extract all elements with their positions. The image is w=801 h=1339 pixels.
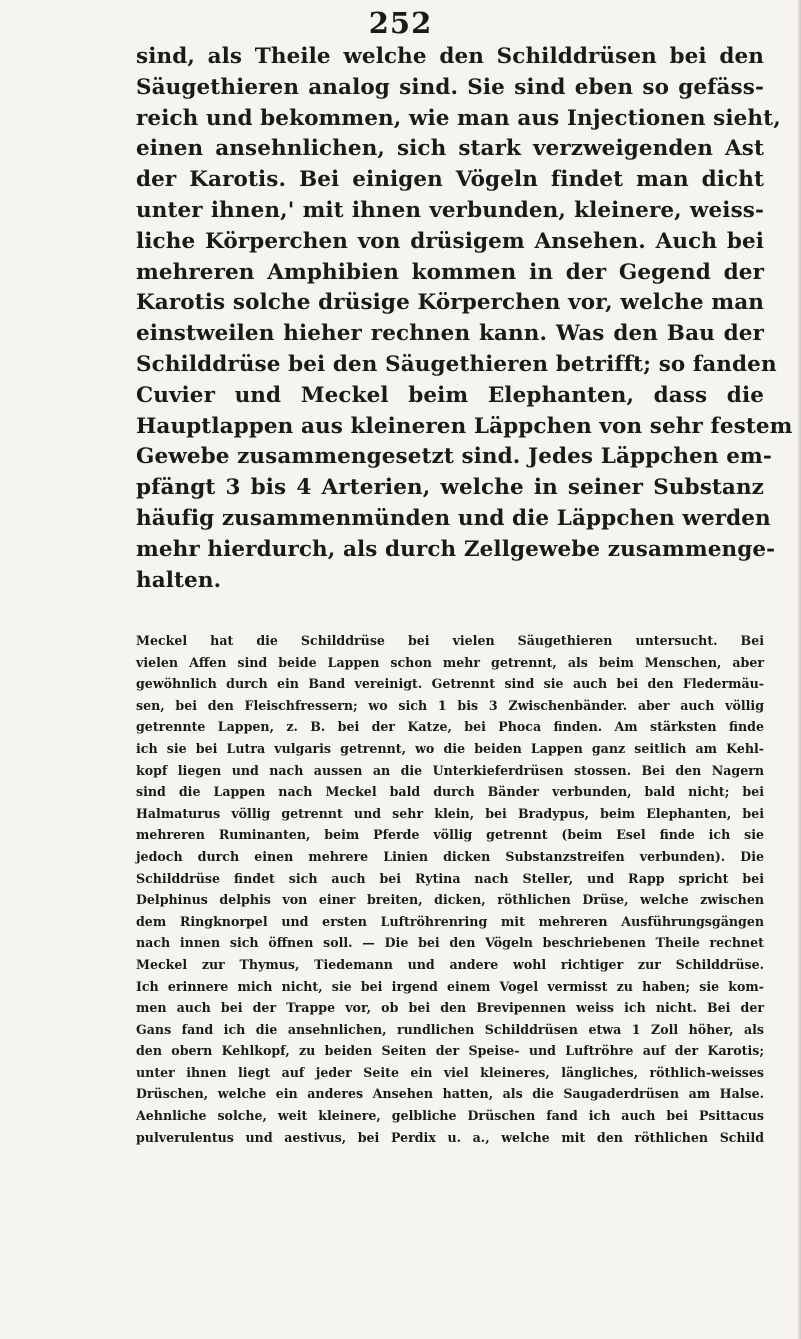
footnote-line: gewöhnlich durch ein Band vereinigt. Getrennt sind sie auch bei den Fledermäu- bbox=[136, 676, 764, 692]
main-line: unter ihnen,' mit ihnen verbunden, kleinere, weiss- bbox=[136, 197, 764, 223]
footnote-line: Meckel hat die Schilddrüse bei vielen Säugethieren untersucht. Bei bbox=[136, 633, 764, 648]
main-line: mehr hierdurch, als durch Zellgewebe zusammenge- bbox=[136, 536, 776, 562]
main-line: mehreren Amphibien kommen in der Gegend der bbox=[136, 259, 764, 285]
footnote-line: Drüschen, welche ein anderes Ansehen hatten, als die Saugaderdrüsen am Halse. bbox=[136, 1086, 764, 1102]
main-line: Hauptlappen aus kleineren Läppchen von sehr festem bbox=[136, 413, 793, 439]
main-line: einstweilen hieher rechnen kann. Was den Bau der bbox=[136, 321, 764, 347]
footnote-line: Ich erinnere mich nicht, sie bei irgend einem Vogel vermisst zu haben; sie kom- bbox=[136, 978, 764, 994]
footnote-line: Delphinus delphis von einer breiten, dicken, röthlichen Drüse, welche zwischen bbox=[136, 892, 764, 908]
main-text bbox=[136, 42, 793, 596]
footnote-line: Aehnliche solche, weit kleinere, gelbliche Drüschen fand ich auch bei Psittacus bbox=[136, 1108, 764, 1124]
main-line: pfängt 3 bis 4 Arterien, welche in seiner Substanz bbox=[136, 475, 764, 501]
main-line: einen ansehnlichen, sich stark verzweigenden Ast bbox=[136, 136, 764, 162]
main-line: Cuvier und Meckel beim Elephanten, dass die bbox=[136, 382, 764, 408]
footnote-line: Meckel zur Thymus, Tiedemann und andere wohl richtiger zur Schilddrüse. bbox=[136, 956, 764, 972]
footnote-line: men auch bei der Trappe vor, ob bei den Brevipennen weiss ich nicht. Bei der bbox=[136, 1000, 764, 1016]
footnote-line: kopf liegen und nach aussen an die Unterkieferdrüsen stossen. Bei den Nagern bbox=[136, 762, 764, 778]
footnote-line: mehreren Ruminanten, beim Pferde völlig getrennt (beim Esel finde ich sie bbox=[136, 827, 764, 843]
main-line: Gewebe zusammengesetzt sind. Jedes Läppchen em- bbox=[136, 444, 772, 470]
footnote-line: den obern Kehlkopf, zu beiden Seiten der Speise- und Luftröhre auf der Karotis; bbox=[136, 1043, 764, 1059]
footnote-line: vielen Affen sind beide Lappen schon mehr getrennt, als beim Menschen, aber bbox=[136, 654, 764, 670]
footnote-line: sind die Lappen nach Meckel bald durch Bänder verbunden, bald nicht; bei bbox=[136, 784, 764, 800]
main-line: Karotis solche drüsige Körperchen vor, welche man bbox=[136, 290, 764, 316]
footnote-line: ich sie bei Lutra vulgaris getrennt, wo die beiden Lappen ganz seitlich am Kehl- bbox=[136, 740, 764, 756]
footnote-line: Schilddrüse findet sich auch bei Rytina nach Steller, und Rapp spricht bei bbox=[136, 870, 764, 886]
main-line: Säugethieren analog sind. Sie sind eben so gefäss- bbox=[136, 74, 764, 100]
footnote-line: sen, bei den Fleischfressern; wo sich 1 bis 3 Zwischenbänder. aber auch völlig bbox=[136, 697, 764, 713]
footnote-line: getrennte Lappen, z. B. bei der Katze, bei Phoca finden. Am stärksten finde bbox=[136, 719, 764, 735]
footnote-line: dem Ringknorpel und ersten Luftröhrenring mit mehreren Ausführungsgängen bbox=[136, 913, 764, 929]
footnote-line: jedoch durch einen mehrere Linien dicken Substanzstreifen verbunden). Die bbox=[136, 848, 764, 864]
footnote-line: Gans fand ich die ansehnlichen, rundlichen Schilddrüsen etwa 1 Zoll höher, als bbox=[136, 1021, 764, 1037]
footnote-line: Halmaturus völlig getrennt und sehr klein, bei Bradypus, beim Elephanten, bei bbox=[136, 805, 764, 821]
main-line: der Karotis. Bei einigen Vögeln findet man dicht bbox=[136, 167, 764, 193]
footnote-line: pulverulentus und aestivus, bei Perdix u. a., welche mit den röthlichen Schild bbox=[136, 1129, 764, 1145]
main-line: häufig zusammenmünden und die Läppchen werden bbox=[136, 505, 771, 531]
main-line: Schilddrüse bei den Säugethieren betrifft; so fanden bbox=[136, 351, 777, 377]
footnote-line: unter ihnen liegt auf jeder Seite ein viel kleineres, längliches, röthlich-weisses bbox=[136, 1064, 764, 1080]
main-line: liche Körperchen von drüsigem Ansehen. Auch bei bbox=[136, 228, 764, 254]
page-number: 252 bbox=[368, 6, 433, 40]
footnote bbox=[136, 630, 764, 1148]
main-line: sind, als Theile welche den Schilddrüsen bei den bbox=[136, 44, 764, 69]
main-line: halten. bbox=[136, 567, 222, 593]
main-line: reich und bekommen, wie man aus Injectionen sieht, bbox=[136, 105, 781, 131]
footnote-line: nach innen sich öffnen soll. — Die bei den Vögeln beschriebenen Theile rechnet bbox=[136, 935, 764, 951]
